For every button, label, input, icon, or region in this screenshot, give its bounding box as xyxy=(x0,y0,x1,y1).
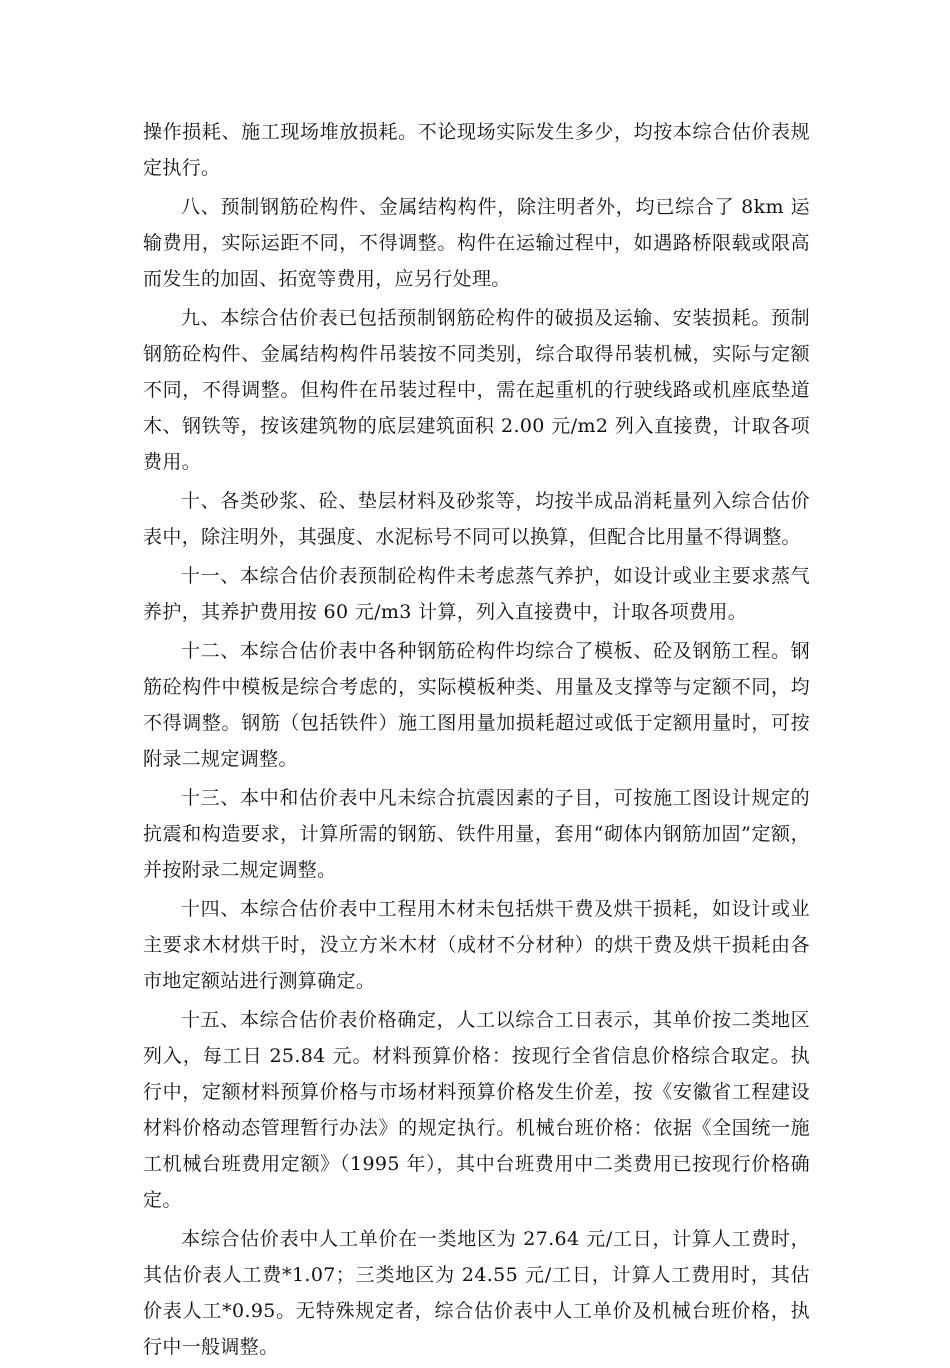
paragraph-section-15: 十五、本综合估价表价格确定，人工以综合工日表示，其单价按二类地区列入，每工日 25.84 元。材料预算价格：按现行全省信息价格综合取定。执行中，定额材料预算价格与市场材料预算价格发生价差，按《安徽省工程建设材料价格动态管理暂行办法》的规定执行。机械台班价格：依据《全国统一施工机械台班费用定额》（1995 年），其中台班费用中二类费用已按现行价格确定。 xyxy=(143,1009,810,1211)
paragraph-section-10: 十、各类砂浆、砼、垫层材料及砂浆等，均按半成品消耗量列入综合估价表中，除注明外，其强度、水泥标号不同可以换算，但配合比用量不得调整。 xyxy=(143,490,810,548)
paragraph-section-13: 十三、本中和估价表中凡未综合抗震因素的子目，可按施工图设计规定的抗震和构造要求，计算所需的钢筋、铁件用量，套用“砌体内钢筋加固”定额，并按附录二规定调整。 xyxy=(143,787,810,881)
paragraph-section-9: 九、本综合估价表已包括预制钢筋砼构件的破损及运输、安装损耗。预制钢筋砼构件、金属结构构件吊装按不同类别，综合取得吊装机械，实际与定额不同，不得调整。但构件在吊装过程中，需在起重机的行驶线路或机座底垫道木、钢铁等，按该建筑物的底层建筑面积 2.00 元/m2 列入直接费，计取各项费用。 xyxy=(143,307,810,473)
paragraph-section-11: 十一、本综合估价表预制砼构件未考虑蒸气养护，如设计或业主要求蒸气养护，其养护费用按 60 元/m3 计算，列入直接费中，计取各项费用。 xyxy=(143,565,810,623)
document-body xyxy=(143,114,810,1368)
paragraph-section-12: 十二、本综合估价表中各种钢筋砼构件均综合了模板、砼及钢筋工程。钢筋砼构件中模板是综合考虑的，实际模板种类、用量及支撑等与定额不同，均不得调整。钢筋（包括铁件）施工图用量加损耗超过或低于定额用量时，可按附录二规定调整。 xyxy=(143,640,810,770)
paragraph-section-14: 十四、本综合估价表中工程用木材未包括烘干费及烘干损耗，如设计或业主要求木材烘干时，没立方米木材（成材不分材种）的烘干费及烘干损耗由各市地定额站进行测算确定。 xyxy=(143,898,810,992)
paragraph-section-8: 八、预制钢筋砼构件、金属结构构件，除注明者外，均已综合了 8km 运输费用，实际运距不同，不得调整。构件在运输过程中，如遇路桥限载或限高而发生的加固、拓宽等费用，应另行处理。 xyxy=(143,196,810,290)
paragraph-continuation: 操作损耗、施工现场堆放损耗。不论现场实际发生多少，均按本综合估价表规定执行。 xyxy=(143,121,810,179)
paragraph-labor-rates: 本综合估价表中人工单价在一类地区为 27.64 元/工日，计算人工费时，其估价表人工费*1.07；三类地区为 24.55 元/工日，计算人工费用时，其估价表人工*0.95。无特殊规定者，综合估价表中人工单价及机械台班价格，执行中一般调整。 xyxy=(143,1228,810,1358)
